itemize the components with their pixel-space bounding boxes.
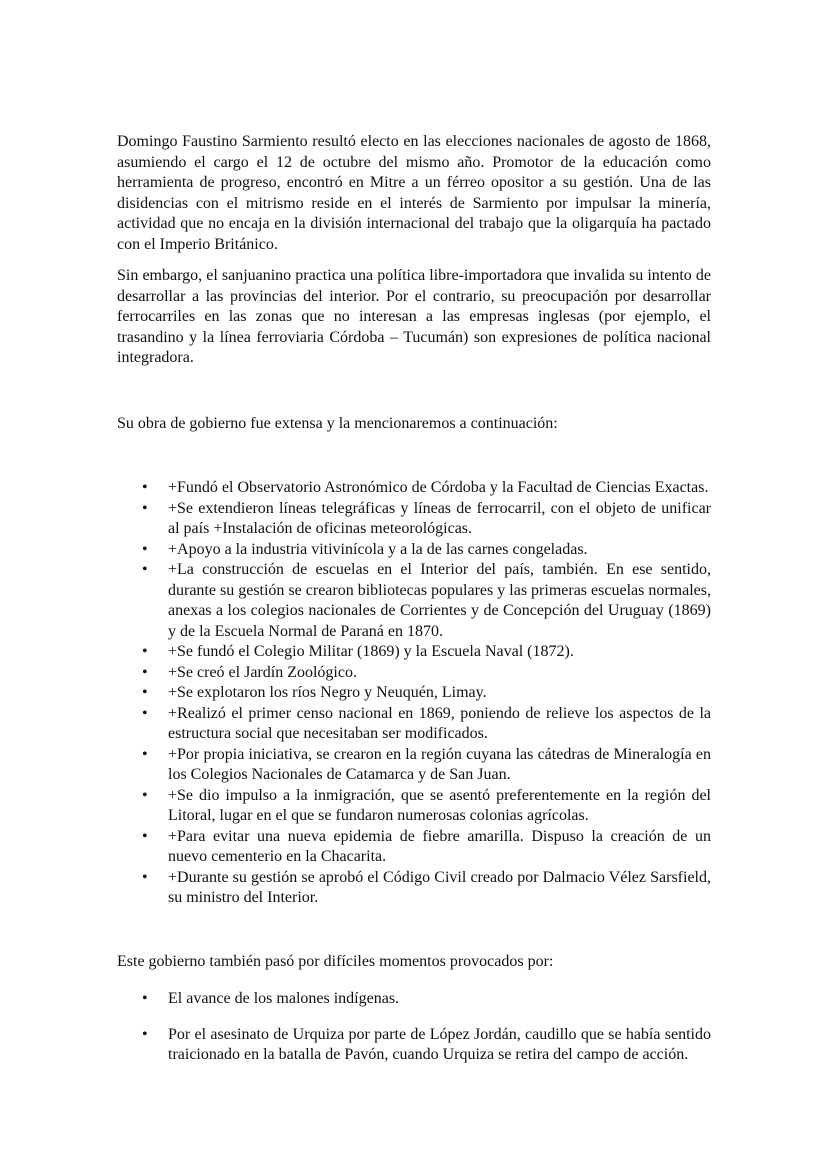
bullet-icon: • <box>142 684 148 701</box>
document-page <box>117 132 711 1066</box>
bullet-icon: • <box>142 704 148 722</box>
bullet-icon: • <box>142 990 148 1007</box>
list-item: • +Se fundó el Colegio Militar (1869) y la Escuela Naval (1872). <box>117 642 711 663</box>
list-item: • +Se explotaron los ríos Negro y Neuquén, Limay. <box>117 683 711 704</box>
list-item: • +Para evitar una nueva epidemia de fiebre amarilla. Dispuso la creación de un nuevo cementerio en la Chacarita. <box>142 827 711 865</box>
bullet-icon: • <box>142 868 148 886</box>
paragraph-intro: Domingo Faustino Sarmiento resultó electo en las elecciones nacionales de agosto de 1868, asumiendo el cargo el 12 de octubre del mismo año. Promotor de la educación como herramienta de progreso, encontró en Mitre a un férreo opositor a su gestión. Una de las disidencias con el mitrismo reside en el interés de Sarmiento por impulsar la minería, actividad que no encaja en la división internacional del trabajo que la oligarquía ha pactado con el Imperio Británico. <box>117 133 711 253</box>
bullet-icon: • <box>142 786 148 804</box>
bullet-icon: • <box>142 745 148 763</box>
list-item: • +Por propia iniciativa, se crearon en la región cuyana las cátedras de Mineralogía en los Colegios Nacionales de Catamarca y de San Juan. <box>142 745 711 783</box>
bullet-icon: • <box>142 479 148 496</box>
list-item: • Por el asesinato de Urquiza por parte de López Jordán, caudillo que se había sentido traicionado en la batalla de Pavón, cuando Urquiza se retira del campo de acción. <box>142 1025 711 1063</box>
list-item: • El avance de los malones indígenas. <box>117 989 711 1010</box>
bullet-icon: • <box>142 663 148 681</box>
bullet-icon: • <box>142 499 148 517</box>
list-item: • +Apoyo a la industria vitivinícola y a la de las carnes congeladas. <box>117 540 711 561</box>
difficulties-intro: Este gobierno también pasó por difíciles momentos provocados por: <box>117 952 554 970</box>
difficulties-list <box>117 989 711 1066</box>
bullet-icon: • <box>142 1025 148 1043</box>
bullet-icon: • <box>142 561 148 578</box>
bullet-icon: • <box>142 643 148 660</box>
list-item: • +Se creó el Jardín Zoológico. <box>117 663 711 684</box>
works-intro: Su obra de gobierno fue extensa y la mencionaremos a continuación: <box>117 414 558 432</box>
list-item: • +Realizó el primer censo nacional en 1869, poniendo de relieve los aspectos de la estructura social que necesitaban ser modificados. <box>142 704 711 742</box>
list-item: • +Fundó el Observatorio Astronómico de Córdoba y la Facultad de Ciencias Exactas. <box>117 478 711 499</box>
works-list <box>117 478 711 909</box>
bullet-icon: • <box>142 540 148 558</box>
list-item: • +Se dio impulso a la inmigración, que se asentó preferentemente en la región del Litoral, lugar en el que se fundaron numerosas colonias agrícolas. <box>142 786 711 824</box>
list-item: • +Durante su gestión se aprobó el Código Civil creado por Dalmacio Vélez Sarsfield, su ministro del Interior. <box>142 868 711 906</box>
bullet-icon: • <box>142 827 148 845</box>
list-item: • +Se extendieron líneas telegráficas y líneas de ferrocarril, con el objeto de unificar al país +Instalación de oficinas meteorológicas. <box>142 499 711 537</box>
list-item: • +La construcción de escuelas en el Interior del país, también. En ese sentido, durante su gestión se crearon bibliotecas populares y las primeras escuelas normales, anexas a los colegios nacionales de Corrientes y de Concepción del Uruguay (1869) y de la Escuela Normal de Paraná en 1870. <box>142 561 711 640</box>
paragraph-policy: Sin embargo, el sanjuanino practica una política libre-importadora que invalida su intento de desarrollar a las provincias del interior. Por el contrario, su preocupación por desarrollar ferrocarriles en las zonas que no interesan a las empresas inglesas (por ejemplo, el trasandino y la línea ferroviaria Córdoba – Tucumán) son expresiones de política nacional integradora. <box>117 267 711 366</box>
